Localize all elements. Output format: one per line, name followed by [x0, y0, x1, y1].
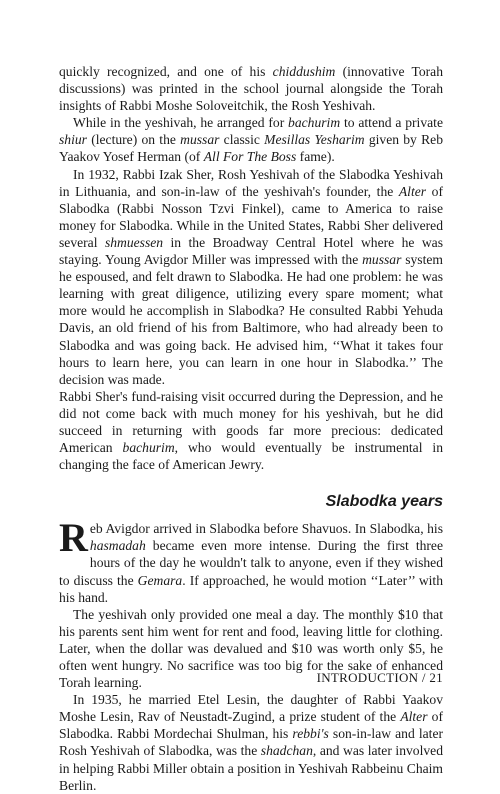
italic-term: shiur	[59, 132, 87, 148]
drop-cap: R	[59, 515, 88, 561]
paragraph: In 1935, he married Etel Lesin, the daughter of Rabbi Yaakov Moshe Lesin, Rav of Neustadt-Zugind, a prize student of the Alter of Slabodka. Rabbi Mordechai Shulman, his rebbi's son-in-law and later Rosh Yeshivah of Slabodka, was the shadchan, and was later involved in helping Rabbi Miller obtain a position in Yeshivah Rabbeinu Chaim Berlin.	[59, 692, 444, 793]
italic-term: bachurim	[288, 115, 341, 131]
italic-term: bachurim	[122, 440, 175, 456]
italic-term: All For The Boss	[203, 149, 297, 165]
italic-term: hasmadah	[89, 538, 146, 554]
italic-term: Mesillas Yesharim	[264, 132, 365, 148]
italic-term: Gemara	[137, 572, 183, 588]
italic-term: mussar	[180, 132, 220, 148]
paragraph: The yeshivah only provided one meal a day. The monthly $10 that his parents sent him went for rent and food, leaving little for clothing. Later, when the dollar was devalued and $10 was worth only $5, he often went hungry. No sacrifice was too big for the sake of enhanced Torah learning.	[59, 606, 443, 691]
italic-term: shmuessen	[104, 234, 164, 250]
paragraph: quickly recognized, and one of his chiddushim (innovative Torah discussions) was printed in the school journal alongside the Torah insights of Rabbi Moshe Soloveitchik, the Rosh Yeshivah.	[59, 64, 444, 114]
italic-term: Alter	[400, 709, 428, 725]
paragraph: Reb Avigdor arrived in Slabodka before Shavuos. In Slabodka, his hasmadah became even more intense. During the first three hours of the day he wouldn't talk to anyone, even if they wished to discuss the Gemara. If approached, he would motion ‘‘Later’’ with his hand.	[59, 515, 443, 605]
page-footer: INTRODUCTION / 21	[316, 670, 443, 685]
paragraph: Rabbi Sher's fund-raising visit occurred during the Depression, and he did not come back with much money for his yeshivah, but he did succeed in returning with goods far more precious: dedicated American bachurim, who would eventually be instrumental in changing the face of American Jewry.	[59, 388, 443, 473]
italic-term: Alter	[398, 183, 427, 199]
italic-term: chiddushim	[272, 64, 336, 79]
italic-term: shadchan	[260, 743, 313, 759]
paragraph: While in the yeshivah, he arranged for bachurim to attend a private shiur (lecture) on the mussar classic Mesillas Yesharim given by Reb Yaakov Yosef Herman (of All For The Boss fame).	[59, 115, 443, 165]
italic-term: mussar	[362, 252, 402, 268]
section-heading: Slabodka years	[325, 493, 443, 511]
paragraph: In 1932, Rabbi Izak Sher, Rosh Yeshivah of the Slabodka Yeshivah in Lithuania, and son-in-law of the yeshivah's founder, the Alter of Slabodka (Rabbi Nosson Tzvi Finkel), came to America to raise money for Slabodka. While in the United States, Rabbi Sher delivered several shmuessen in the Broadway Central Hotel where he was staying. Young Avigdor Miller was impressed with the mussar system he espoused, and felt drawn to Slabodka. He had one problem: he was learning with great diligence, utilizing every spare moment; what more would he accomplish in Slabodka? He consulted Rabbi Yehuda Davis, an old friend of his from Baltimore, who had already been to Slabodka and was going back. He advised him, ‘‘What it takes four hours to learn here, you can learn in one hour in Slabodka.’’ The decision was made.	[59, 166, 443, 387]
italic-term: rebbi's	[292, 726, 329, 742]
